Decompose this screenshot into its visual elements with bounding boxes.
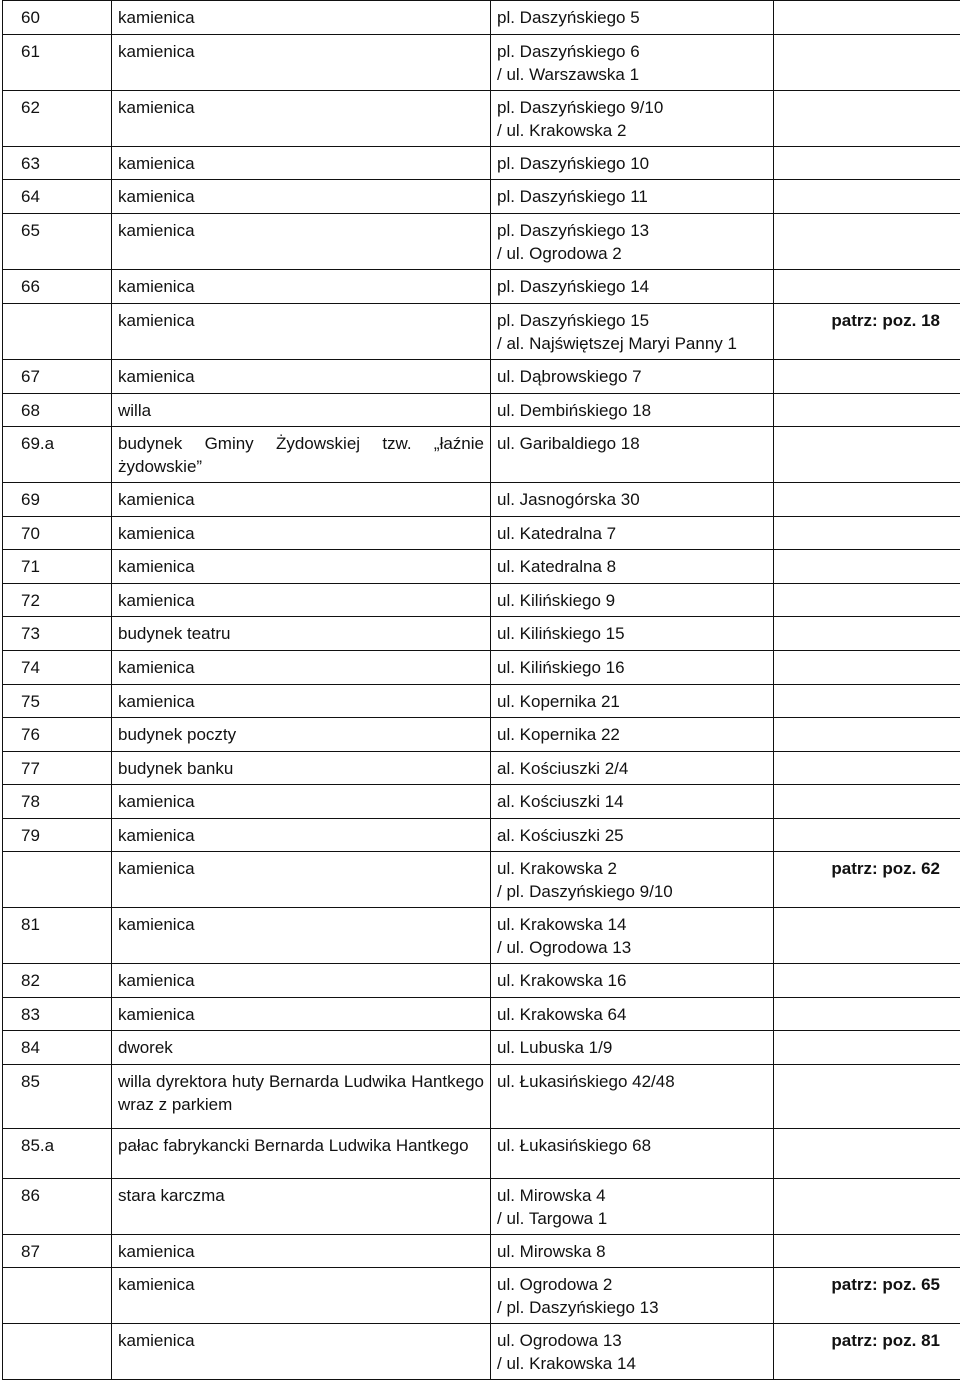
address-cell xyxy=(491,304,774,360)
row-number: 70 xyxy=(3,517,112,550)
cross-reference-note xyxy=(774,908,960,964)
cross-reference-note xyxy=(774,394,960,427)
address-line: ul. Garibaldiego 18 xyxy=(497,432,767,455)
cross-reference-note xyxy=(774,685,960,718)
address-line: pl. Daszyńskiego 5 xyxy=(497,6,767,29)
table-row xyxy=(3,270,960,304)
table-row xyxy=(3,1,960,35)
cross-reference-note xyxy=(774,1,960,35)
cross-reference-note xyxy=(774,1179,960,1235)
address-cell xyxy=(491,214,774,270)
row-number: 68 xyxy=(3,394,112,427)
row-number: 69.a xyxy=(3,427,112,483)
table-row xyxy=(3,651,960,685)
building-name: kamienica xyxy=(112,360,491,394)
address-line: al. Kościuszki 2/4 xyxy=(497,757,767,780)
cross-reference-note: patrz: poz. 65 xyxy=(774,1268,960,1324)
cross-reference-note xyxy=(774,483,960,517)
row-number: 66 xyxy=(3,270,112,304)
address-alt-line: / al. Najświętszej Maryi Panny 1 xyxy=(497,332,767,355)
address-alt-line: / ul. Krakowska 14 xyxy=(497,1352,767,1375)
cross-reference-note xyxy=(774,651,960,685)
cross-reference-note: patrz: poz. 62 xyxy=(774,852,960,908)
table-row xyxy=(3,35,960,91)
cross-reference-note xyxy=(774,1031,960,1065)
table-row xyxy=(3,964,960,998)
cross-reference-note xyxy=(774,1235,960,1268)
table-body xyxy=(3,1,960,1380)
table-row xyxy=(3,998,960,1031)
table-row xyxy=(3,908,960,964)
table-row xyxy=(3,517,960,550)
address-cell xyxy=(491,147,774,180)
cross-reference-note xyxy=(774,270,960,304)
table-row xyxy=(3,584,960,617)
address-cell xyxy=(491,819,774,852)
building-name: kamienica xyxy=(112,1324,491,1380)
address-line: pl. Daszyńskiego 10 xyxy=(497,152,767,175)
table-row xyxy=(3,147,960,180)
monument-table xyxy=(2,0,960,1380)
table-row xyxy=(3,1031,960,1065)
address-cell xyxy=(491,1179,774,1235)
address-cell xyxy=(491,785,774,819)
address-line: ul. Łukasińskiego 42/48 xyxy=(497,1070,767,1093)
cross-reference-note xyxy=(774,1065,960,1129)
table-row xyxy=(3,91,960,147)
row-number: 75 xyxy=(3,685,112,718)
cross-reference-note xyxy=(774,147,960,180)
address-cell xyxy=(491,617,774,651)
address-cell xyxy=(491,685,774,718)
address-alt-line: / ul. Krakowska 2 xyxy=(497,119,767,142)
building-name: kamienica xyxy=(112,685,491,718)
cross-reference-note xyxy=(774,998,960,1031)
address-cell xyxy=(491,394,774,427)
table-row xyxy=(3,685,960,718)
table-row xyxy=(3,483,960,517)
address-line: pl. Daszyńskiego 14 xyxy=(497,275,767,298)
building-name: kamienica xyxy=(112,270,491,304)
building-name: budynek poczty xyxy=(112,718,491,752)
table-row xyxy=(3,360,960,394)
building-name: willa dyrektora huty Bernarda Ludwika Hantkego wraz z parkiem xyxy=(112,1065,491,1129)
address-line: ul. Ogrodowa 13 xyxy=(497,1329,767,1352)
row-number: 73 xyxy=(3,617,112,651)
address-cell xyxy=(491,360,774,394)
row-number xyxy=(3,1324,112,1380)
row-number: 71 xyxy=(3,550,112,584)
address-line: ul. Mirowska 8 xyxy=(497,1240,767,1263)
row-number: 85.a xyxy=(3,1129,112,1179)
address-alt-line: / ul. Warszawska 1 xyxy=(497,63,767,86)
building-name: stara karczma xyxy=(112,1179,491,1235)
row-number: 60 xyxy=(3,1,112,35)
address-cell xyxy=(491,964,774,998)
address-line: al. Kościuszki 25 xyxy=(497,824,767,847)
address-line: ul. Katedralna 7 xyxy=(497,522,767,545)
address-line: ul. Łukasińskiego 68 xyxy=(497,1134,767,1157)
cross-reference-note xyxy=(774,785,960,819)
row-number: 78 xyxy=(3,785,112,819)
table-row xyxy=(3,1129,960,1179)
building-name: kamienica xyxy=(112,964,491,998)
address-line: ul. Kilińskiego 9 xyxy=(497,589,767,612)
building-name: willa xyxy=(112,394,491,427)
building-name: kamienica xyxy=(112,483,491,517)
table-row xyxy=(3,550,960,584)
address-line: pl. Daszyńskiego 13 xyxy=(497,219,767,242)
address-cell xyxy=(491,180,774,214)
address-line: ul. Kilińskiego 16 xyxy=(497,656,767,679)
row-number: 61 xyxy=(3,35,112,91)
row-number: 86 xyxy=(3,1179,112,1235)
address-line: ul. Mirowska 4 xyxy=(497,1184,767,1207)
cross-reference-note xyxy=(774,1129,960,1179)
address-cell xyxy=(491,908,774,964)
address-line: pl. Daszyńskiego 15 xyxy=(497,309,767,332)
row-number xyxy=(3,852,112,908)
building-name: kamienica xyxy=(112,180,491,214)
building-name: kamienica xyxy=(112,214,491,270)
table-row xyxy=(3,819,960,852)
cross-reference-note xyxy=(774,91,960,147)
table-row xyxy=(3,1235,960,1268)
row-number: 76 xyxy=(3,718,112,752)
address-cell xyxy=(491,550,774,584)
table-row xyxy=(3,180,960,214)
cross-reference-note xyxy=(774,718,960,752)
building-name: kamienica xyxy=(112,304,491,360)
row-number: 64 xyxy=(3,180,112,214)
building-name: budynek Gminy Żydowskiej tzw. „łaźnie żydowskie” xyxy=(112,427,491,483)
building-name: kamienica xyxy=(112,819,491,852)
address-line: ul. Kilińskiego 15 xyxy=(497,622,767,645)
address-alt-line: / ul. Targowa 1 xyxy=(497,1207,767,1230)
row-number: 63 xyxy=(3,147,112,180)
address-line: ul. Dąbrowskiego 7 xyxy=(497,365,767,388)
row-number xyxy=(3,1268,112,1324)
cross-reference-note: patrz: poz. 81 xyxy=(774,1324,960,1380)
building-name: kamienica xyxy=(112,35,491,91)
building-name: kamienica xyxy=(112,908,491,964)
cross-reference-note xyxy=(774,427,960,483)
row-number: 81 xyxy=(3,908,112,964)
cross-reference-note xyxy=(774,584,960,617)
table-row xyxy=(3,304,960,360)
address-line: ul. Krakowska 64 xyxy=(497,1003,767,1026)
table-row xyxy=(3,785,960,819)
address-cell xyxy=(491,1065,774,1129)
building-name: kamienica xyxy=(112,91,491,147)
row-number: 74 xyxy=(3,651,112,685)
address-cell xyxy=(491,483,774,517)
address-cell xyxy=(491,517,774,550)
building-name: kamienica xyxy=(112,998,491,1031)
address-line: ul. Kopernika 22 xyxy=(497,723,767,746)
address-line: pl. Daszyńskiego 9/10 xyxy=(497,96,767,119)
building-name: kamienica xyxy=(112,1,491,35)
address-line: ul. Katedralna 8 xyxy=(497,555,767,578)
row-number: 85 xyxy=(3,1065,112,1129)
cross-reference-note xyxy=(774,214,960,270)
address-alt-line: / ul. Ogrodowa 13 xyxy=(497,936,767,959)
address-line: pl. Daszyńskiego 6 xyxy=(497,40,767,63)
row-number: 87 xyxy=(3,1235,112,1268)
table-row xyxy=(3,852,960,908)
table-row xyxy=(3,214,960,270)
table-row xyxy=(3,427,960,483)
address-alt-line: / pl. Daszyńskiego 13 xyxy=(497,1296,767,1319)
table-row xyxy=(3,1065,960,1129)
building-name: kamienica xyxy=(112,584,491,617)
row-number xyxy=(3,304,112,360)
address-line: ul. Krakowska 16 xyxy=(497,969,767,992)
row-number: 84 xyxy=(3,1031,112,1065)
row-number: 69 xyxy=(3,483,112,517)
cross-reference-note xyxy=(774,617,960,651)
address-cell xyxy=(491,718,774,752)
building-name: kamienica xyxy=(112,1235,491,1268)
address-line: ul. Krakowska 14 xyxy=(497,913,767,936)
cross-reference-note xyxy=(774,752,960,785)
building-name: kamienica xyxy=(112,852,491,908)
address-line: ul. Jasnogórska 30 xyxy=(497,488,767,511)
building-name: kamienica xyxy=(112,651,491,685)
building-name: dworek xyxy=(112,1031,491,1065)
address-alt-line: / pl. Daszyńskiego 9/10 xyxy=(497,880,767,903)
row-number: 83 xyxy=(3,998,112,1031)
building-name: budynek teatru xyxy=(112,617,491,651)
table-row xyxy=(3,752,960,785)
address-line: ul. Kopernika 21 xyxy=(497,690,767,713)
building-name: kamienica xyxy=(112,147,491,180)
row-number: 82 xyxy=(3,964,112,998)
address-line: ul. Lubuska 1/9 xyxy=(497,1036,767,1059)
table-row xyxy=(3,617,960,651)
cross-reference-note xyxy=(774,964,960,998)
address-line: ul. Dembińskiego 18 xyxy=(497,399,767,422)
cross-reference-note xyxy=(774,550,960,584)
table-row xyxy=(3,394,960,427)
address-cell xyxy=(491,1235,774,1268)
cross-reference-note xyxy=(774,35,960,91)
building-name: kamienica xyxy=(112,785,491,819)
row-number: 65 xyxy=(3,214,112,270)
cross-reference-note xyxy=(774,517,960,550)
cross-reference-note xyxy=(774,360,960,394)
address-cell xyxy=(491,584,774,617)
address-cell xyxy=(491,651,774,685)
row-number: 77 xyxy=(3,752,112,785)
row-number: 62 xyxy=(3,91,112,147)
cross-reference-note xyxy=(774,819,960,852)
address-cell xyxy=(491,1324,774,1380)
cross-reference-note xyxy=(774,180,960,214)
address-cell xyxy=(491,91,774,147)
building-name: pałac fabrykancki Bernarda Ludwika Hantkego xyxy=(112,1129,491,1179)
address-cell xyxy=(491,1,774,35)
building-name: kamienica xyxy=(112,550,491,584)
address-cell xyxy=(491,852,774,908)
table-row xyxy=(3,718,960,752)
building-name: kamienica xyxy=(112,1268,491,1324)
address-line: pl. Daszyńskiego 11 xyxy=(497,185,767,208)
building-name: budynek banku xyxy=(112,752,491,785)
address-cell xyxy=(491,1268,774,1324)
address-alt-line: / ul. Ogrodowa 2 xyxy=(497,242,767,265)
address-cell xyxy=(491,1031,774,1065)
address-line: ul. Krakowska 2 xyxy=(497,857,767,880)
table-row xyxy=(3,1179,960,1235)
address-cell xyxy=(491,998,774,1031)
address-line: ul. Ogrodowa 2 xyxy=(497,1273,767,1296)
row-number: 79 xyxy=(3,819,112,852)
address-cell xyxy=(491,35,774,91)
table-row xyxy=(3,1268,960,1324)
cross-reference-note: patrz: poz. 18 xyxy=(774,304,960,360)
address-cell xyxy=(491,270,774,304)
address-cell xyxy=(491,1129,774,1179)
building-name: kamienica xyxy=(112,517,491,550)
address-line: al. Kościuszki 14 xyxy=(497,790,767,813)
address-cell xyxy=(491,427,774,483)
row-number: 72 xyxy=(3,584,112,617)
row-number: 67 xyxy=(3,360,112,394)
address-cell xyxy=(491,752,774,785)
table-row xyxy=(3,1324,960,1380)
